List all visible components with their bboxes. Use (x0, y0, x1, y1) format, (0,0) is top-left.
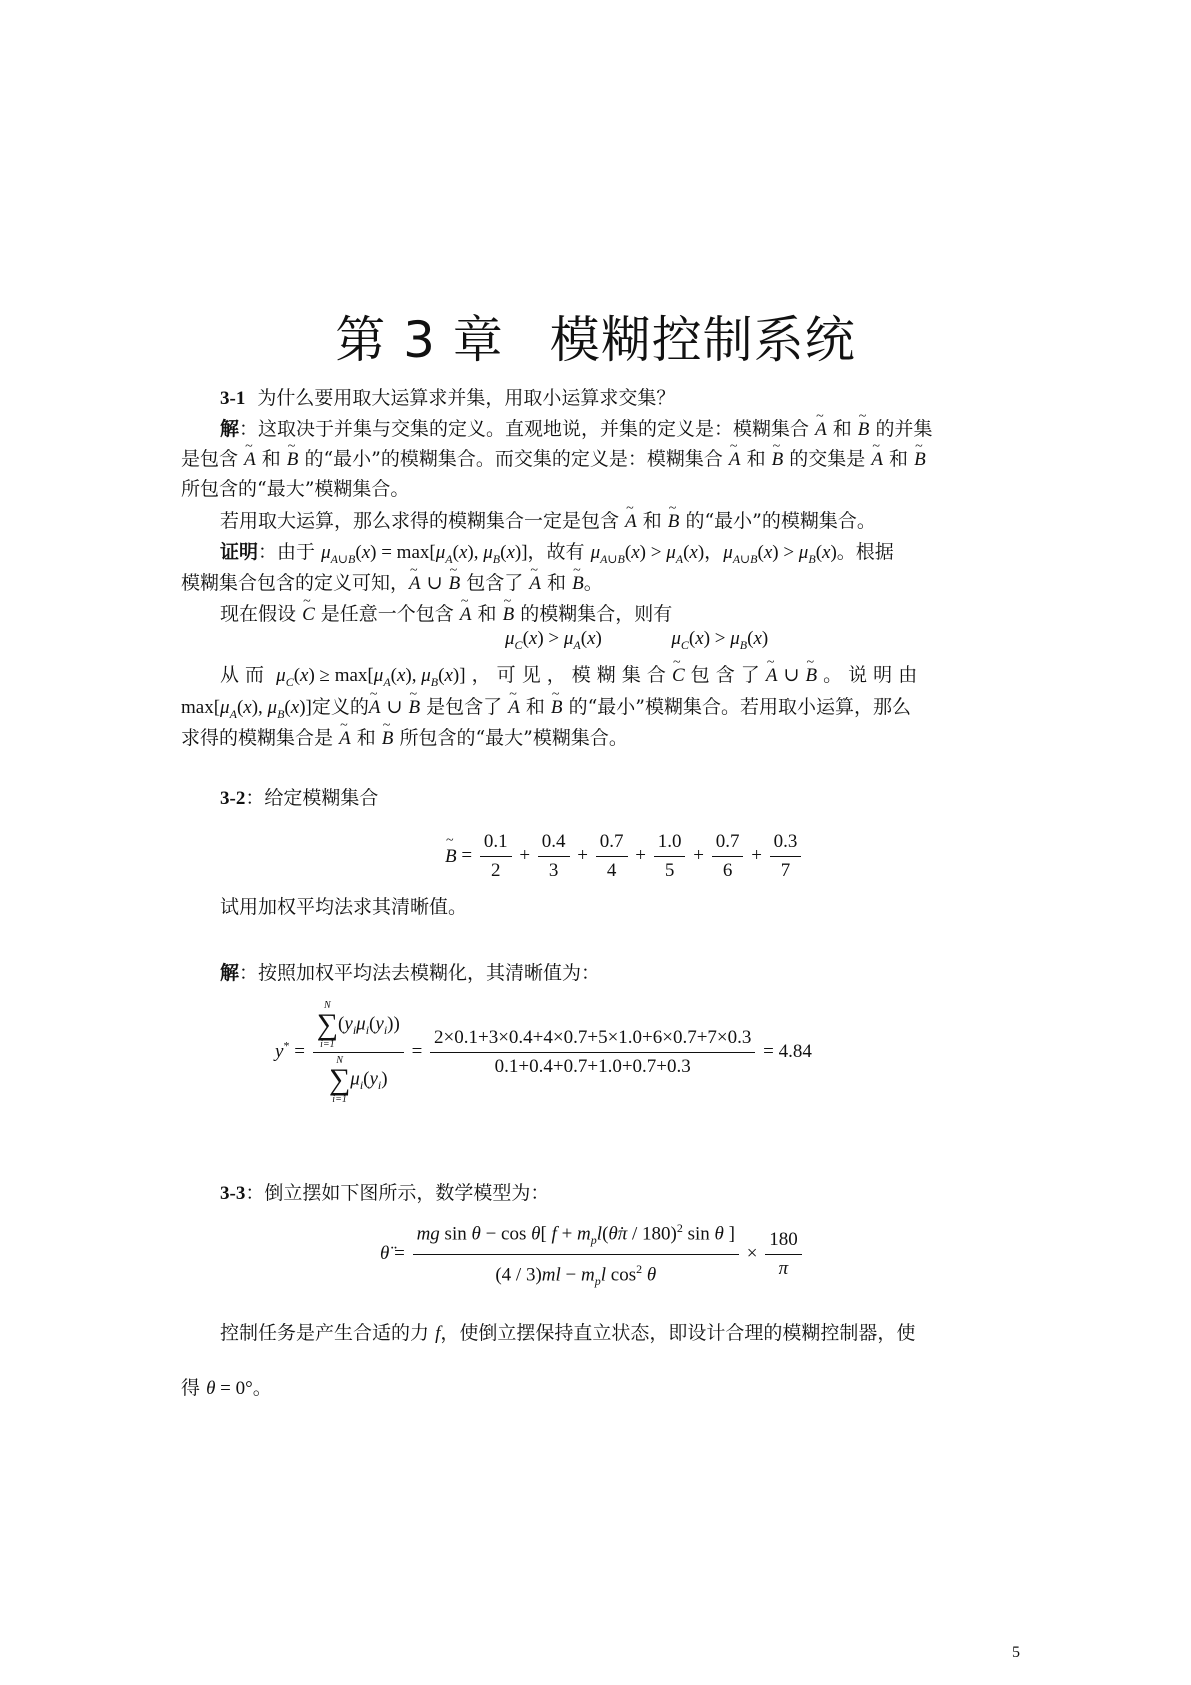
term-membership: 0.3 (770, 830, 802, 857)
result: = 4.84 (763, 1040, 812, 1062)
chapter-title (0, 300, 1191, 372)
page-number: 5 (1012, 1644, 1020, 1661)
formula: $\mu_{A\cup B}(x) > \mu_A(x)$，$\mu_{A\cup B}(x) > \mu_B(x)$ (590, 542, 837, 566)
q1-and: 和 (477, 603, 497, 625)
plus-sign: + (688, 844, 709, 866)
q1-text: 的并集 (875, 418, 933, 440)
q1-text: ，故有 (527, 541, 585, 563)
q1-and: 和 (547, 572, 567, 594)
q1-text: 模糊集合包含的定义可知， (181, 572, 410, 594)
q2-answer-line (220, 958, 600, 988)
q1-text: 包含了 (466, 572, 524, 594)
q1-proof-line-6: 求得的模糊集合是 ~ A 和 ~ B 所包含的“最大”模糊集合。 (181, 723, 628, 754)
q1-text: 。根据 (836, 541, 894, 563)
q2-instruction-line (220, 892, 467, 922)
formula: $\mu_{A\cup B}(x) = \max[\mu_A(x)$, $\mu_B(x)$] (321, 542, 528, 566)
q2-question-line (220, 783, 378, 814)
q1-question: 为什么要用取大运算求并集，用取小运算求交集？ (257, 387, 676, 409)
term-membership: 0.7 (596, 830, 628, 857)
q1-and: 和 (832, 418, 852, 440)
plus-sign: + (514, 844, 535, 866)
q1-proof-line-2: 模糊集合包含的定义可知，~ A ∪ ~ B 包含了 ~ A 和 ~ B。 (181, 568, 603, 599)
q1-and: 和 (261, 448, 281, 470)
q1-text: 的“最小”的模糊集合。而交集的定义是：模糊集合 (304, 448, 723, 470)
q1-text: ：由于 (258, 541, 316, 563)
formula: $\max[\mu_A(x)$, $\mu_B(x)$] (181, 697, 312, 721)
q3-task-line-1: 控制任务是产生合适的力 f，使倒立摆保持直立状态，即设计合理的模糊控制器，使 (220, 1322, 916, 1344)
q1-inequalities: $\mu_C(x) > \mu_A(x) \mu_C(x) > \mu_B(x)$ (505, 628, 769, 652)
term-membership: 0.1 (480, 830, 512, 857)
q1-text: 的“最小”的模糊集合。 (685, 510, 876, 532)
q3-question-line (220, 1178, 549, 1209)
chapter-name: 模糊控制系统 (549, 311, 856, 369)
q2-answer-label: 解 (220, 962, 240, 984)
q1-and: 和 (525, 696, 545, 718)
denominator: 0.1+0.4+0.7+1.0+0.7+0.3 (494, 1056, 691, 1077)
q2-answer-text: ：按照加权平均法去模糊化，其清晰值为： (239, 962, 601, 984)
q1-proof-line-3: 现在假设 ~ C 是任意一个包含 ~ A 和 ~ B 的模糊集合，则有 (220, 599, 672, 630)
q1-text: 是任意一个包含 (320, 603, 454, 625)
fuzzy-term (712, 830, 744, 883)
term-element: 4 (606, 860, 617, 881)
q3-task-text: 。 (252, 1377, 272, 1399)
q2-defuzzification-formula: y* = N ∑ i=1 $(y_i\mu_i(y_i))$ N ∑ i=1 $\mu_i(y_i)$ = $\frac{2\times 0.1+3\times 0.4+4\times 0.7+5\times 1.0+6\times 0.7+7\times 0.3}{0.1+0.4+0.7+1.0+0.7+0.3}$ = 4.84 (275, 1000, 812, 1105)
formula: $\mu_C(x) \ge \max[\mu_A(x)$, $\mu_B(x)$] (276, 665, 466, 689)
fuzzy-term (538, 830, 570, 883)
q1-proof-line-5: $\max[\mu_A(x)$, $\mu_B(x)$]定义的~ A ∪ ~ B 是包含了 ~ A 和 ~ B 的“最小”模糊集合。若用取小运算，那么 (181, 692, 911, 729)
term-element: 3 (548, 860, 559, 881)
term-membership: 1.0 (654, 830, 686, 857)
q1-text: 。 说 明 由 (823, 664, 918, 686)
q1-and: 和 (356, 727, 376, 749)
q1-answer-line-4: 若用取大运算，那么求得的模糊集合一定是包含 ~ A 和 ~ B 的“最小”的模糊集合。 (220, 506, 876, 537)
q1-question-line (220, 383, 675, 414)
q1-text: 若用取大运算，那么求得的模糊集合一定是包含 (220, 510, 620, 532)
q1-text: 所包含的“最大”模糊集合。 (181, 478, 410, 500)
q1-answer-line-1: 解：这取决于并集与交集的定义。直观地说，并集的定义是：模糊集合 ~ A 和 ~ B 的并集 (220, 414, 932, 445)
q1-text: 是包含 (181, 448, 239, 470)
q1-answer-label: 解 (220, 418, 240, 440)
q3-task-text: 控制任务是产生合适的力 (220, 1322, 430, 1344)
fuzzy-term (770, 830, 802, 883)
term-membership: 0.7 (712, 830, 744, 857)
term-element: 6 (722, 860, 733, 881)
q2-label: 3-2 (220, 788, 246, 809)
q1-answer-text: ：这取决于并集与交集的定义。直观地说，并集的定义是：模糊集合 (239, 418, 810, 440)
q3-task-text: 得 (181, 1377, 201, 1399)
numerator: 2×0.1+3×0.4+4×0.7+5×1.0+6×0.7+7×0.3 (430, 1026, 755, 1053)
q1-answer-line-2: 是包含 ~ A 和 ~ B 的“最小”的模糊集合。而交集的定义是：模糊集合 ~ A 和 ~ B 的交集是 ~ A 和 ~ B (181, 444, 926, 475)
q1-text: 的交集是 (789, 448, 866, 470)
weighted-average-fraction: N ∑ i=1 $(y_i\mu_i(y_i))$ N ∑ i=1 $\mu_i(y_i)$ (313, 1000, 404, 1105)
term-element: 7 (780, 860, 791, 881)
q1-text: 的模糊集合，则有 (520, 603, 673, 625)
q1-text: 。 (583, 572, 603, 594)
term-element: 2 (490, 860, 501, 881)
chapter-number: 第 3 章 (335, 311, 504, 369)
q1-text: ， 可 见 ， 模 糊 集 合 (471, 664, 666, 686)
plus-sign: + (746, 844, 767, 866)
fuzzy-term (596, 830, 628, 883)
q3-pendulum-model-formula: θ̈ = $\frac{mg \sin \theta - \cos \theta[ f + m_pl(\thetȧ\pi / 180)^2 \sin \theta ]}{(4 / 3)ml - m_pl \cos^2 \theta}$ × $\frac{180}{\pi}$ (380, 1216, 805, 1293)
plus-sign: + (630, 844, 651, 866)
q2-question: ：给定模糊集合 (245, 787, 379, 809)
q3-label: 3-3 (220, 1183, 246, 1204)
q2-fuzzy-set-formula: ~ B = $\frac{0.1}{2}$ + $\frac{0.4}{3}$ + $\frac{0.7}{4}$ + $\frac{1.0}{5}$ + $\frac{0.7}{6}$ + $\frac{0.3}{7}$ (445, 830, 804, 883)
q2-instruction: 试用加权平均法求其清晰值。 (220, 896, 468, 918)
q1-text: 从 而 (220, 664, 265, 686)
numeric-fraction (430, 1026, 755, 1079)
q1-text: 是包含了 (426, 696, 503, 718)
q1-proof-line-4: 从 而 $\mu_C(x) \ge \max[\mu_A(x)$, $\mu_B(x)$] ， 可 见 ， 模 糊 集 合 ~ C 包 含 了 ~ A ∪ ~ B 。 说 明 由 (220, 660, 917, 697)
q1-text: 所包含的“最大”模糊集合。 (399, 727, 628, 749)
q1-and: 和 (746, 448, 766, 470)
term-element: 5 (664, 860, 675, 881)
q1-text: 现在假设 (220, 603, 297, 625)
plus-sign: + (572, 844, 593, 866)
model-fraction: $\frac{mg \sin \theta - \cos \theta[ f + m_pl(\thetȧ\pi / 180)^2 \sin \theta ]}{(4 / 3)ml - m_pl \cos^2 \theta}$ (413, 1216, 739, 1293)
q3-question: ：倒立摆如下图所示，数学模型为： (245, 1182, 550, 1204)
q1-and: 和 (889, 448, 909, 470)
q3-task-line-2: 得 θ = 0°。 (181, 1377, 272, 1399)
q1-text: 的“最小”模糊集合。若用取小运算，那么 (568, 696, 912, 718)
q3-task-text: ，使倒立摆保持直立状态，即设计合理的模糊控制器，使 (440, 1322, 916, 1344)
degree-conversion-fraction: $\frac{180}{\pi}$ (765, 1228, 802, 1281)
term-membership: 0.4 (538, 830, 570, 857)
q1-answer-line-3 (181, 474, 409, 504)
q1-text: 包 含 了 (690, 664, 760, 686)
fuzzy-term (654, 830, 686, 883)
fuzzy-term (480, 830, 512, 883)
q1-label: 3-1 (220, 388, 246, 409)
q1-proof-label: 证明 (220, 541, 259, 563)
q1-text: 定义的 (311, 696, 369, 718)
q1-text: 求得的模糊集合是 (181, 727, 334, 749)
q1-and: 和 (642, 510, 662, 532)
